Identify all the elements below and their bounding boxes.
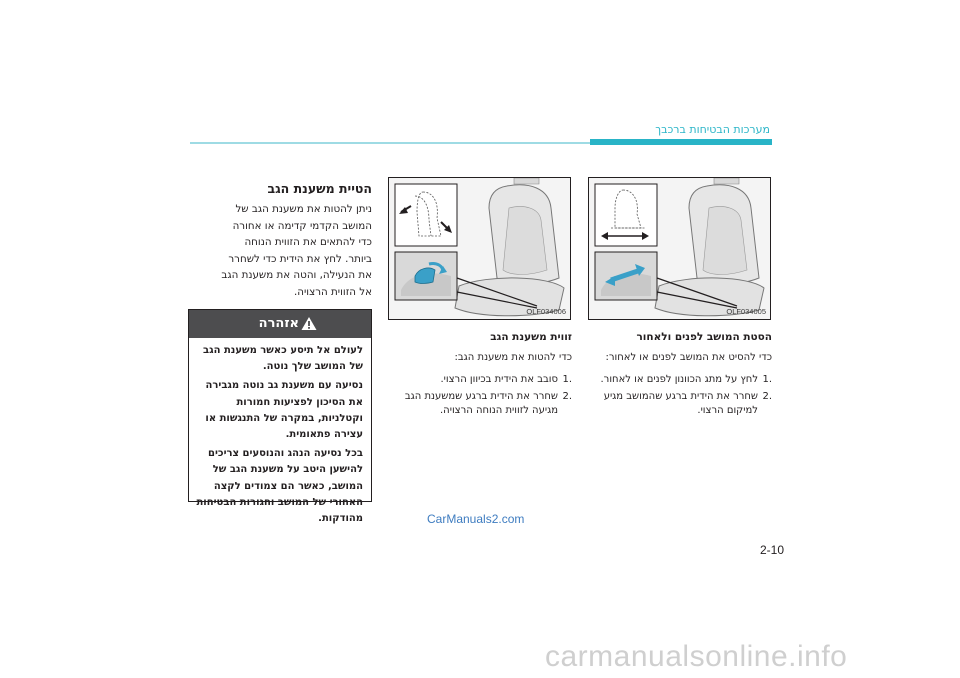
warning-header — [189, 310, 371, 338]
step-number: .1 — [562, 373, 572, 385]
list-item — [590, 373, 772, 387]
watermark-link[interactable]: CarManuals2.com — [427, 512, 525, 526]
step-text: שחרר את הידית ברגע שמשענת הגב מגיעה לזווית הנוחה הרצויה. — [404, 391, 558, 416]
figure-code: OLF034005 — [726, 307, 766, 316]
figure-slide — [588, 177, 771, 320]
page-number: 2-10 — [760, 543, 785, 557]
recline-angle-section — [390, 331, 572, 421]
list-item — [390, 373, 572, 387]
slide-steps — [590, 373, 772, 418]
recline-paragraph-line: ניתן להטות את משענת הגב של — [235, 203, 372, 215]
step-text: לחץ על מתג הכוונון לפנים או לאחור. — [600, 373, 758, 385]
step-number: .2 — [562, 391, 572, 402]
step-number: .1 — [762, 373, 772, 385]
section-title: מערכות הבטיחות ברכבך — [655, 123, 770, 136]
recline-paragraph-line: כדי להתאים את הזווית הנוחה — [244, 236, 372, 249]
step-text: סובב את הידית בכיוון הרצוי. — [440, 373, 558, 385]
warning-body — [193, 343, 363, 530]
warning-paragraph: לעולם אל תיסע כאשר משענת הגב של המושב שלך נוטה. — [203, 345, 363, 373]
list-item — [390, 390, 572, 417]
seat-slide-illustration — [589, 178, 771, 320]
step-number: .2 — [762, 391, 772, 402]
recline-steps — [390, 373, 572, 418]
recline-paragraph-line: את הנעילה, והטה את משענת הגב — [221, 269, 372, 282]
seat-recline-illustration — [389, 178, 571, 320]
warning-paragraph: נסיעה עם משענת גב נוטה מגבירה את הסיכון לפציעות חמורות וקטלניות, במקרה של התנגשות או עצירה פתאומית. — [205, 380, 363, 441]
slide-intro: כדי להסיט את המושב לפנים או לאחור: — [605, 352, 772, 363]
figure-code: OLF034006 — [526, 307, 566, 316]
slide-section — [590, 331, 772, 421]
recline-paragraph-line: ביותר. לחץ את הידית כדי לשחרר — [228, 252, 372, 265]
figure-recline — [388, 177, 571, 320]
recline-angle-title: זווית משענת הגב — [490, 331, 572, 343]
recline-paragraph-line: אל הזווית הרצויה. — [293, 285, 372, 298]
warning-paragraph: בכל נסיעה הנהג והנוסעים צריכים להישען היטב על משענת הגב של המושב, כאשר הם צמודים לקצה האחורי של המושב וחגורות הבטיחות מהודקות. — [196, 448, 363, 525]
header-accent-bar — [590, 139, 772, 145]
warning-triangle-icon — [301, 316, 317, 331]
slide-title: הסטת המושב לפנים ולאחור — [636, 331, 772, 343]
recline-paragraph — [187, 201, 372, 301]
step-text: שחרר את הידית ברגע שהמושב מגיע למיקום הרצוי. — [603, 391, 758, 416]
warning-title: אזהרה — [258, 316, 299, 331]
footer-logo-text: carmanualsonline.info — [545, 640, 848, 673]
warning-box — [188, 309, 372, 525]
recline-angle-intro: כדי להטות את משענת הגב: — [454, 352, 572, 363]
list-item — [590, 390, 772, 417]
recline-paragraph-line: המושב הקדמי קדימה או אחורה — [232, 219, 372, 232]
recline-heading: הטיית משענת הגב — [267, 181, 372, 196]
